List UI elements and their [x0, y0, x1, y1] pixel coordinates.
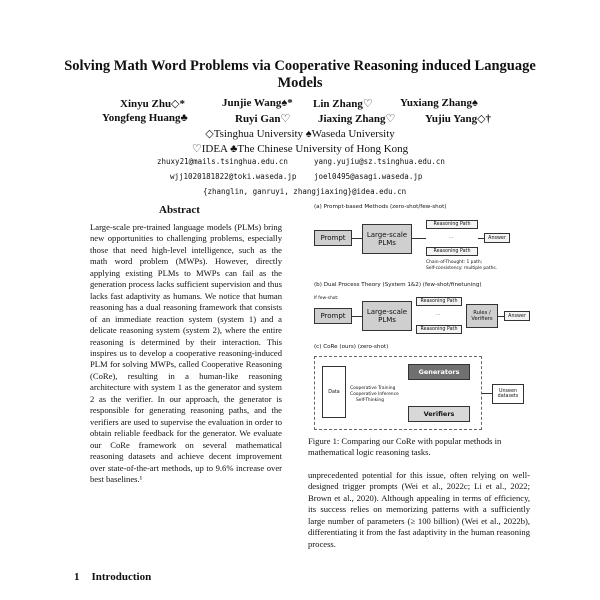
connector: [412, 238, 426, 239]
email: {zhanglin, ganruyi, zhangjiaxing}@idea.edu.cn: [203, 187, 407, 196]
answer-box: Answer: [484, 233, 510, 243]
abstract-text: Large-scale pre-trained language models (PLMs) bring new opportunities to challenging problems, especially those that need high-level intelligence, such as the math word problem (MWPs). However, directly applying existing PLMs to MWPs can fail as the generation process lacks sufficient supervision and thus lacks fast adaptivity as humans. We notice that human reasoning has a dual reasoning framework that consists of an immediate reaction system (system 1) and a delicate reasoning system (system 2), where the entire reasoning is determined by their interaction. This inspires us to develop a cooperative reasoning-induced PLM for solving MWPs, called Cooperative Reasoning (CoRe), resulting in a human-like reasoning architecture with system 1 as the generator and system 2 as the verifier. In our approach, the generator is responsible for generating reasoning paths, and the verifiers are used to supervise the evaluation in order to obtain reliable feedback for the generator. We evaluate our CoRe framework on several mathematical reasoning datasets and achieve decent improvement over state-of-the-art methods, up to 9.6% increase over best baselines.¹: [90, 222, 282, 484]
affiliation-line: ◇Tsinghua University ♠Waseda University: [205, 128, 395, 140]
panel-b-label: (b) Dual Process Theory (System 1&2) (few-shot/finetuning): [314, 282, 482, 288]
reasoning-path-box: Reasoning Path: [416, 297, 462, 306]
email: zhuxy21@mails.tsinghua.edu.cn: [157, 157, 288, 166]
cot-note: Chain-of-Thought: 1 path;: [426, 260, 483, 265]
author: Yujiu Yang◇†: [425, 113, 492, 125]
data-box: Data: [322, 366, 346, 418]
panel-c-label: (c) CoRe (ours) (zero-shot): [314, 344, 389, 350]
panel-a-label: (a) Prompt-based Methods (zero-shot/few-shot): [314, 204, 447, 210]
paper-title: Solving Math Word Problems via Cooperative Reasoning induced Language Models: [64, 58, 536, 91]
author: Ruyi Gan♡: [235, 113, 291, 125]
section-title: Introduction: [91, 571, 152, 583]
email: wjj1020181822@toki.waseda.jp: [170, 172, 297, 181]
unseen-datasets-box: Unseen datasets: [492, 384, 524, 404]
figure-1: [306, 204, 536, 432]
coop-label: Self-Thinking: [356, 398, 384, 403]
rules-verifiers-box: Rules / Verifiers: [466, 304, 498, 328]
ellipsis: ...: [436, 312, 441, 317]
few-shot-label: If few-shot:: [314, 296, 339, 301]
author: Junjie Wang♠*: [222, 97, 293, 109]
figure-caption: Figure 1: Comparing our CoRe with popular methods in mathematical logic reasoning tasks.: [308, 436, 502, 458]
author: Xinyu Zhu◇*: [120, 98, 186, 110]
author: Yongfeng Huang♣: [102, 112, 188, 124]
connector: [352, 316, 362, 317]
generators-box: Generators: [408, 364, 470, 380]
reasoning-path-box: Reasoning Path: [426, 247, 478, 256]
reasoning-path-box: Reasoning Path: [416, 325, 462, 334]
connector: [352, 238, 362, 239]
connector: [482, 393, 492, 394]
author: Jiaxing Zhang♡: [318, 113, 396, 125]
plms-box: Large-scale PLMs: [362, 224, 412, 254]
affiliation-line: ♡IDEA ♣The Chinese University of Hong Kong: [191, 143, 409, 155]
verifiers-box: Verifiers: [408, 406, 470, 422]
reasoning-path-box: Reasoning Path: [426, 220, 478, 229]
section-heading: [74, 571, 163, 583]
column-2-text: unprecedented potential for this issue, often relying on well-designed trigger prompts (Wei et al., 2022c; Li et al., 2022; Brown et al., 2020). Although appealing in terms of efficiency, its success relies on memorizing patterns with a sufficiently large number of parameters (≥ 100 billion) (Wei et al., 2022b), differentiating it from the fast adaptivity in the human reasoning process.: [308, 470, 530, 549]
answer-box: Answer: [504, 311, 530, 321]
coop-label: Cooperative Training: [350, 386, 396, 391]
ellipsis: ...: [449, 235, 454, 240]
section-number: 1: [74, 571, 80, 583]
author: Lin Zhang♡: [313, 98, 373, 110]
prompt-box: Prompt: [314, 230, 352, 246]
email: yang.yujiu@sz.tsinghua.edu.cn: [314, 157, 445, 166]
cot-note: Self-consistency: multiple paths.: [426, 266, 498, 271]
email: joel0495@asagi.waseda.jp: [314, 172, 423, 181]
author: Yuxiang Zhang♠: [400, 97, 478, 109]
plms-box: Large-scale PLMs: [362, 301, 412, 331]
prompt-box: Prompt: [314, 308, 352, 324]
coop-label: Cooperative Inference: [350, 392, 399, 397]
abstract-heading: Abstract: [159, 204, 200, 216]
